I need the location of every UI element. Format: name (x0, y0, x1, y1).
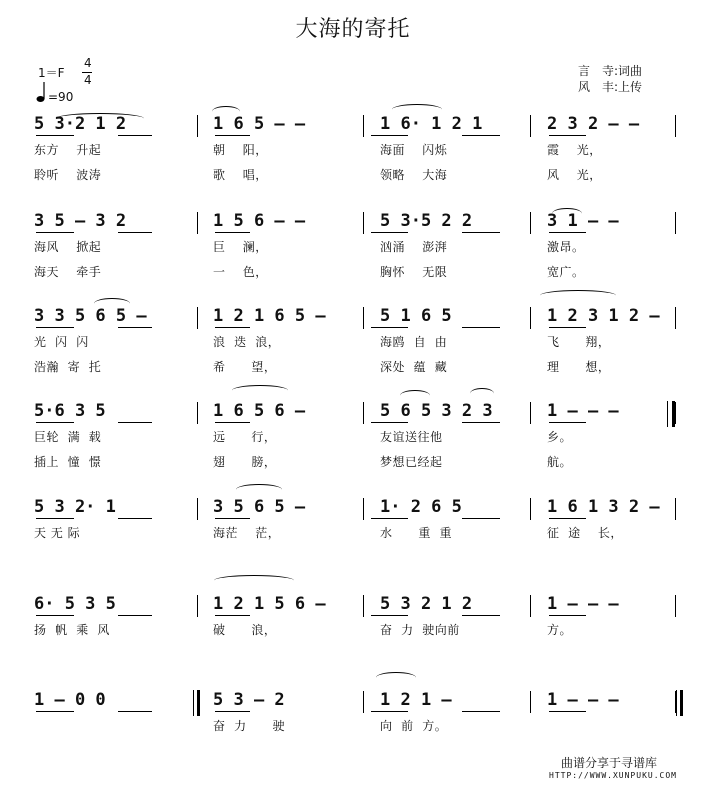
lyric-verse-1: 朝 阳， (213, 143, 268, 157)
bar-line (363, 402, 364, 424)
lyric-verse-2: 希 望， (213, 360, 277, 374)
bar-line (197, 115, 198, 137)
bar-line (197, 307, 198, 329)
lyric-verse-2: 梦想已经起 (380, 455, 443, 469)
beam-underline (549, 135, 586, 136)
bar-line (197, 595, 198, 617)
beam-underline (371, 232, 408, 233)
slur-mark (212, 106, 240, 117)
measure-notes: 1 – – – (547, 594, 619, 614)
beam-underline (36, 615, 74, 616)
bar-line (530, 402, 531, 424)
lyric-verse-1: 飞 翔， (547, 335, 611, 349)
lyric-verse-1: 海茫 茫， (213, 526, 281, 540)
lyric-verse-2: 聆听 波涛 (34, 168, 102, 182)
measure-notes: 1 5 6 – – (213, 211, 306, 231)
slur-mark (376, 672, 416, 683)
beam-underline (462, 615, 500, 616)
lyric-verse-1: 扬 帆 乘 风 (34, 623, 110, 637)
beam-underline (215, 422, 250, 423)
beam-underline (118, 232, 152, 233)
beam-underline (36, 518, 74, 519)
uploader-credit: 风 丰:上传 (578, 80, 643, 94)
beam-underline (118, 327, 152, 328)
measure-notes: 3 5 – 3 2 (34, 211, 127, 231)
lyric-verse-1: 浪 迭 浪， (213, 335, 281, 349)
measure-notes: 1 2 1 6 5 – (213, 306, 326, 326)
bar-line (675, 212, 676, 234)
measure-notes: 3 5 6 5 – (213, 497, 306, 517)
slur-mark (552, 208, 582, 219)
beam-underline (36, 232, 74, 233)
lyric-verse-1: 光 闪 闪 (34, 335, 89, 349)
lyric-verse-1: 破 浪， (213, 623, 277, 637)
bar-line (363, 595, 364, 617)
beam-underline (462, 422, 500, 423)
beam-underline (462, 518, 500, 519)
beam-underline (371, 711, 408, 712)
final-barline (193, 690, 194, 716)
lyric-verse-1: 巨轮 满 载 (34, 430, 102, 444)
slur-mark (470, 388, 494, 399)
beam-underline (215, 615, 250, 616)
bar-line (363, 115, 364, 137)
slur-mark (94, 298, 130, 309)
bar-line (530, 691, 531, 713)
lyric-verse-2: 深处 蕴 藏 (380, 360, 448, 374)
lyric-verse-1: 方。 (547, 623, 573, 637)
slur-mark (232, 385, 288, 396)
footer-url: HTTP://WWW.XUNPUKU.COM (549, 771, 677, 780)
beam-underline (371, 135, 408, 136)
beam-underline (549, 232, 586, 233)
repeat-barline (672, 401, 675, 427)
lyric-verse-1: 水 重 重 (380, 526, 453, 540)
time-signature-bottom: 4 (84, 73, 92, 87)
final-barline (680, 690, 683, 716)
bar-line (530, 307, 531, 329)
lyric-verse-1: 乡。 (547, 430, 573, 444)
bar-line (530, 498, 531, 520)
measure-notes: 1· 2 6 5 (380, 497, 462, 517)
lyric-verse-2: 风 光， (547, 168, 602, 182)
slur-mark (236, 484, 282, 495)
measure-notes: 5 3·5 2 2 (380, 211, 473, 231)
beam-underline (36, 135, 74, 136)
measure-notes: 3 3 5 6 5 – (34, 306, 147, 326)
bar-line (197, 402, 198, 424)
beam-underline (462, 327, 500, 328)
lyric-verse-2: 航。 (547, 455, 573, 469)
beam-underline (371, 422, 408, 423)
beam-underline (549, 518, 586, 519)
bar-line (363, 212, 364, 234)
measure-notes: 6· 5 3 5 (34, 594, 116, 614)
bar-line (530, 212, 531, 234)
measure-notes: 1 6· 1 2 1 (380, 114, 483, 134)
slur-mark (392, 104, 442, 115)
measure-notes: 5 3 2 1 2 (380, 594, 473, 614)
lyric-verse-1: 奋 力 驶 (213, 719, 286, 733)
lyric-verse-1: 奋 力 驶向前 (380, 623, 460, 637)
measure-notes: 5 3 2· 1 (34, 497, 116, 517)
beam-underline (215, 711, 250, 712)
lyric-verse-1: 征 途 长， (547, 526, 623, 540)
slur-mark (540, 290, 616, 301)
measure-notes: 1 6 5 – – (213, 114, 306, 134)
lyric-verse-1: 海面 闪烁 (380, 143, 448, 157)
page-title: 大海的寄托 (295, 17, 411, 42)
measure-notes: 1 2 3 1 2 – (547, 306, 660, 326)
lyric-verse-1: 海风 掀起 (34, 240, 102, 254)
bar-line (530, 595, 531, 617)
bar-line (197, 498, 198, 520)
measure-notes: 2 3 2 – – (547, 114, 640, 134)
final-barline (197, 690, 200, 716)
measure-notes: 3 1 – – (547, 211, 619, 231)
measure-notes: 5 1 6 5 (380, 306, 452, 326)
lyric-verse-1: 海鸥 自 由 (380, 335, 448, 349)
beam-underline (549, 422, 586, 423)
lyric-verse-1: 汹涌 澎湃 (380, 240, 448, 254)
bar-line (675, 307, 676, 329)
bar-line (363, 691, 364, 713)
lyric-verse-2: 插上 憧 憬 (34, 455, 102, 469)
beam-underline (118, 518, 152, 519)
lyric-verse-1: 向 前 方。 (380, 719, 448, 733)
bar-line (530, 115, 531, 137)
beam-underline (549, 711, 586, 712)
bar-line (363, 498, 364, 520)
bar-line (675, 498, 676, 520)
lyric-verse-1: 远 行， (213, 430, 277, 444)
key-signature: 1＝F (38, 66, 65, 80)
composer-credit: 言 寺:词曲 (578, 64, 643, 78)
beam-underline (215, 135, 250, 136)
beam-underline (118, 135, 152, 136)
final-barline (676, 690, 677, 716)
beam-underline (36, 327, 74, 328)
lyric-verse-2: 领略 大海 (380, 168, 448, 182)
beam-underline (549, 327, 586, 328)
lyric-verse-1: 激昂。 (547, 240, 585, 254)
measure-notes: 1 – – – (547, 401, 619, 421)
lyric-verse-2: 浩瀚 寄 托 (34, 360, 102, 374)
beam-underline (118, 615, 152, 616)
beam-underline (371, 615, 408, 616)
slur-mark (214, 575, 294, 586)
beam-underline (549, 615, 586, 616)
lyric-verse-2: 歌 唱， (213, 168, 268, 182)
measure-notes: 5 3 – 2 (213, 690, 285, 710)
measure-notes: 1 2 1 – (380, 690, 452, 710)
measure-notes: 1 2 1 5 6 – (213, 594, 326, 614)
lyric-verse-1: 巨 澜， (213, 240, 268, 254)
tempo-marking: =90 (48, 90, 74, 104)
bar-line (197, 212, 198, 234)
lyric-verse-2: 一 色， (213, 265, 268, 279)
measure-notes: 1 6 5 6 – (213, 401, 306, 421)
beam-underline (36, 422, 74, 423)
bar-line (675, 115, 676, 137)
beam-underline (462, 711, 500, 712)
beam-underline (371, 327, 408, 328)
measure-notes: 5·6 3 5 (34, 401, 106, 421)
beam-underline (36, 711, 74, 712)
beam-underline (215, 232, 250, 233)
lyric-verse-1: 天 无 际 (34, 526, 81, 540)
slur-mark (56, 113, 144, 124)
beam-underline (462, 232, 500, 233)
lyric-verse-2: 胸怀 无限 (380, 265, 448, 279)
lyric-verse-2: 海天 牵手 (34, 265, 102, 279)
beam-underline (118, 711, 152, 712)
measure-notes: 1 – 0 0 (34, 690, 106, 710)
lyric-verse-2: 翅 膀， (213, 455, 277, 469)
bar-line (675, 595, 676, 617)
beam-underline (215, 518, 250, 519)
measure-notes: 1 6 1 3 2 – (547, 497, 660, 517)
beam-underline (215, 327, 250, 328)
lyric-verse-2: 理 想， (547, 360, 611, 374)
lyric-verse-1: 东方 升起 (34, 143, 102, 157)
slur-mark (400, 390, 430, 401)
lyric-verse-1: 霞 光， (547, 143, 602, 157)
quarter-note-icon (36, 80, 48, 104)
lyric-verse-2: 宽广。 (547, 265, 585, 279)
measure-notes: 5 6 5 3 2 3 (380, 401, 493, 421)
bar-line (675, 402, 676, 424)
time-signature-top: 4 (84, 56, 92, 70)
beam-underline (371, 518, 408, 519)
measure-notes: 1 – – – (547, 690, 619, 710)
measure-notes: 5 3·2 1 2 (34, 114, 127, 134)
repeat-barline (667, 401, 668, 427)
lyric-verse-1: 友谊送往他 (380, 430, 443, 444)
bar-line (363, 307, 364, 329)
beam-underline (462, 135, 500, 136)
footer-text: 曲谱分享于寻谱库 (561, 756, 658, 770)
beam-underline (118, 422, 152, 423)
